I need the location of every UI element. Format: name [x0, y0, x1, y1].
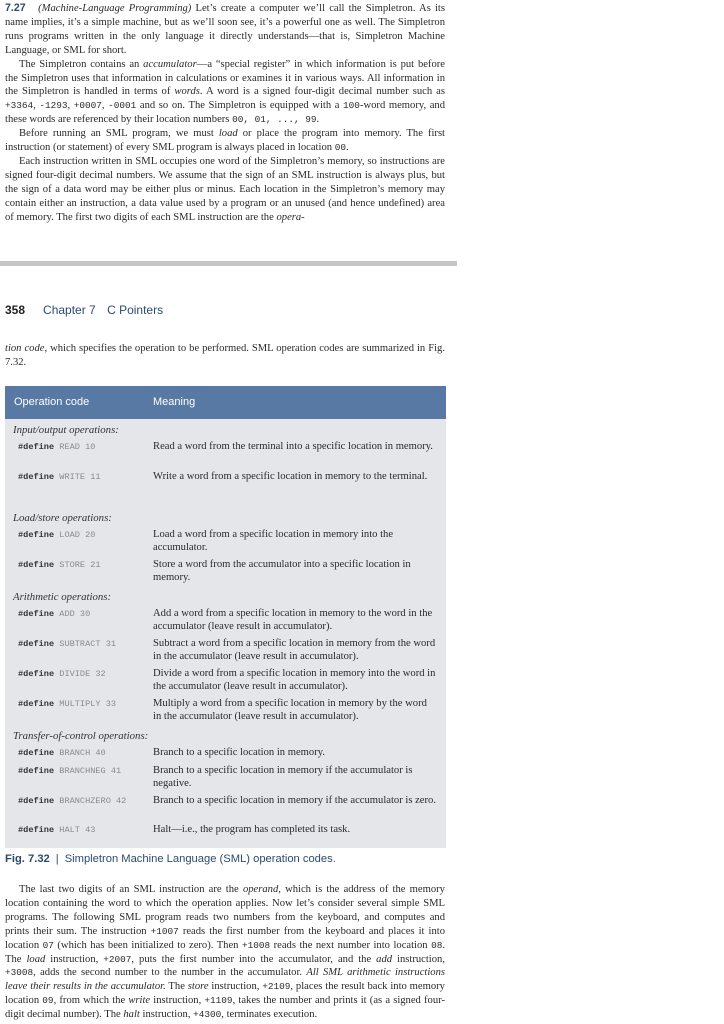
text-run: , terminates execution. [221, 1009, 318, 1021]
text-run: , which is the address of the memory location containing the word to which the operation applies. Now let’s consider several simple SML programs. The following SML program reads two numbers from the keyboard, and computes and prints their sum. The instruction [5, 884, 445, 937]
page-number: 358 [5, 303, 26, 317]
opcode-define [18, 699, 116, 709]
code-inline: -0001 [108, 100, 137, 112]
group-heading-transfer: Transfer-of-control operations: [13, 730, 149, 742]
define-keyword: #define [18, 825, 55, 835]
define-keyword: #define [18, 796, 55, 806]
exercise-paragraph-4 [5, 155, 445, 225]
opcode-meaning: Multiply a word from a specific location in memory by the word in the accumulator (leave result in accumulator). [153, 698, 427, 722]
term-accumulator: accumulator [143, 58, 197, 70]
code-inline: +3008 [5, 967, 34, 979]
define-keyword: #define [18, 560, 55, 570]
text-run: , puts the first number into the accumulator, and the [131, 953, 377, 965]
text-run: The [165, 981, 188, 993]
exercise-number: 7.27 [5, 2, 26, 14]
opcode-meaning: Add a word from a specific location in memory to the word in the accumulator (leave result in accumulator). [153, 608, 433, 632]
table-header [5, 386, 446, 419]
text-run: Before running an SML program, we must [19, 128, 219, 140]
define-keyword: #define [18, 766, 55, 776]
opcode-meaning: Load a word from a specific location in memory into the accumulator. [153, 529, 394, 553]
opcode-define [18, 442, 95, 452]
group-heading-io: Input/output operations: [13, 424, 119, 436]
page-divider [0, 261, 457, 266]
text-run: . [345, 142, 349, 154]
caption-separator: | [55, 853, 59, 865]
opcode-name: STORE 21 [59, 560, 101, 570]
column-header-meaning: Meaning [153, 396, 196, 408]
opcode-name: HALT 43 [59, 825, 96, 835]
code-inline: 08 [431, 939, 443, 951]
term-halt: halt [123, 1009, 140, 1021]
text-run: . [316, 114, 320, 126]
code-inline: +1007 [150, 925, 179, 937]
code-inline: 100 [343, 100, 360, 112]
text-run: The last two digits of an SML instruction are the [19, 884, 243, 895]
opcode-name: READ 10 [59, 442, 96, 452]
define-keyword: #define [18, 748, 55, 758]
continuation-paragraph [5, 342, 445, 370]
define-keyword: #define [18, 530, 55, 540]
code-inline: 00, 01, ..., 99 [232, 114, 317, 126]
define-keyword: #define [18, 472, 55, 482]
text-run: —a “special register” in which information is put before the Simpletron uses that information in calculations or examines it in various ways. All information in the Simpletron is handled in terms of [5, 58, 445, 98]
code-inline: +2007 [103, 953, 132, 965]
opcode-name: DIVIDE 32 [59, 669, 106, 679]
term-load: load [26, 953, 46, 965]
opcode-name: BRANCHNEG 41 [59, 766, 122, 776]
paragraph [5, 883, 445, 1022]
define-keyword: #define [18, 639, 55, 649]
group-heading-arithmetic: Arithmetic operations: [13, 591, 112, 603]
code-inline: 09 [42, 995, 54, 1007]
opcode-name: LOAD 20 [59, 530, 96, 540]
page-header [5, 303, 455, 317]
text-run: reads the first number from the keyboard and places it into location [5, 925, 446, 951]
opcode-define [18, 748, 106, 758]
opcode-meaning: Branch to a specific location in memory if the accumulator is zero. [153, 795, 436, 806]
text-run: , takes the number and prints it (as a signed four-digit decimal number). The [5, 995, 445, 1021]
caption-text: Simpletron Machine Language (SML) operation codes. [64, 853, 336, 865]
opcode-meaning: Halt—i.e., the program has completed its task. [153, 824, 351, 835]
opcode-name: WRITE 11 [59, 472, 101, 482]
opcode-meaning: Subtract a word from a specific location in memory from the word in the accumulator (leave result in accumulator). [153, 638, 436, 662]
term-operation: opera- [276, 211, 305, 223]
text-run: (which has been initialized to zero). Then [53, 939, 242, 951]
term-store: store [187, 981, 209, 993]
bottom-paragraph [5, 883, 445, 1022]
opcode-define [18, 639, 116, 649]
opcode-define [18, 825, 95, 835]
text-run: and so on. The Simpletron is equipped with a [136, 100, 344, 112]
opcode-meaning: Read a word from the terminal into a specific location in memory. [153, 441, 433, 452]
column-header-operation-code: Operation code [14, 396, 90, 408]
opcode-meaning: Branch to a specific location in memory if the accumulator is negative. [153, 765, 413, 789]
text-run: -word memory, and these words are referenced by their location numbers [5, 100, 445, 126]
exercise-title: (Machine-Language Programming) [38, 3, 192, 14]
opcode-define [18, 766, 121, 776]
opcode-name: MULTIPLY 33 [59, 699, 117, 709]
exercise-paragraph-3 [5, 127, 445, 155]
opcode-define [18, 796, 126, 806]
code-inline: 00 [334, 142, 346, 154]
opcode-meaning: Divide a word from a specific location in memory into the word in the accumulator (leave result in accumulator). [153, 668, 436, 692]
define-keyword: #define [18, 442, 55, 452]
exercise-text [5, 2, 445, 225]
term-load: load [218, 128, 238, 140]
opcode-define [18, 560, 101, 570]
code-inline: +4300 [193, 1009, 222, 1021]
text-run: instruction, [208, 981, 263, 993]
code-inline: +3364 [5, 100, 34, 112]
text-run: , from which the [53, 995, 129, 1007]
opcode-name: ADD 30 [59, 609, 91, 619]
text-run: instruction, [392, 953, 445, 965]
text-run: Each instruction written in SML occupies one word of the Simpletron’s memory, so instructions are signed four-digit decimal numbers. We assume that the sign of an SML instruction is always plus, but the sign of a data word may be either plus or minus. Each location in the Simpletron’s memory may contain either an instruction, a data value used by a program or an unused (and hence undefined) area of memory. The first two digits of each SML instruction are the [5, 155, 445, 223]
code-inline: +1109 [204, 995, 233, 1007]
figure-label: Fig. 7.32 [5, 853, 50, 865]
opcode-meaning: Store a word from the accumulator into a specific location in memory. [153, 559, 411, 583]
exercise-paragraph-2: The Simpletron contains an accumulator—a “special register” in which information is put before the Simpletron uses that information in calculations or examines it in various ways. All information in the Simpletron is handled in terms of words. A word is a signed four-digit decimal number such as +3364, -1293, +0007, -0001 and so on. The Simpletron is equipped with a 100-word memory, and these words are referenced by their location numbers 00, 01, ..., 99. [5, 58, 445, 126]
code-inline: +0007 [73, 100, 102, 112]
opcode-name: SUBTRACT 31 [59, 639, 117, 649]
code-inline: +1008 [241, 939, 271, 951]
text-run: instruction, [150, 995, 205, 1007]
opcode-name: BRANCHZERO 42 [59, 796, 127, 806]
text-run: . The [5, 939, 445, 965]
text-run: , which specifies the operation to be performed. SML operation codes are summarized in Fig. 7.32. [5, 343, 445, 368]
opcode-define [18, 669, 106, 679]
opcode-meaning: Branch to a specific location in memory. [153, 747, 325, 758]
text-run: instruction, [139, 1009, 194, 1021]
define-keyword: #define [18, 699, 55, 709]
chapter-title: C Pointers [107, 303, 164, 317]
figure-caption [5, 853, 336, 865]
opcode-define [18, 609, 90, 619]
term-operand: operand [242, 884, 279, 895]
define-keyword: #define [18, 609, 55, 619]
exercise-paragraph-1 [5, 2, 445, 58]
term-write: write [128, 995, 151, 1007]
group-heading-load-store: Load/store operations: [13, 512, 112, 524]
text-run: , adds the second number to the number in the accumulator. [33, 967, 307, 979]
text-run: reads the next number into location [270, 939, 432, 951]
opcode-table [5, 386, 446, 848]
opcode-meaning: Write a word from a specific location in memory to the terminal. [153, 471, 428, 482]
text-run: . A word is a signed four-digit decimal number such as [199, 86, 445, 98]
opcode-define [18, 472, 101, 482]
opcode-define [18, 530, 95, 540]
code-inline: +2109 [262, 981, 291, 993]
emphasis: All SML arithmetic instructions leave their results in the accumulator. [5, 967, 446, 993]
code-inline: -1293 [39, 100, 68, 112]
text-run: or place the program into memory. The first instruction (or statement) of every SML program is always placed in location [5, 128, 446, 154]
chapter-label: Chapter 7 [43, 303, 96, 317]
code-inline: 07 [42, 939, 54, 951]
text-run: instruction, [45, 953, 104, 965]
opcode-name: BRANCH 40 [59, 748, 106, 758]
term-words: words [174, 86, 200, 98]
text-run: , places the result back into memory location [5, 981, 445, 1007]
text-run: The Simpletron contains an [19, 58, 144, 70]
term-operation-code: tion code [5, 343, 45, 354]
term-add: add [376, 953, 393, 965]
define-keyword: #define [18, 669, 55, 679]
paragraph-text: Let’s create a computer we’ll call the Simpletron. As its name implies, it’s a simple machine, but as we’ll soon see, it’s a powerful one as well. The Simpletron runs programs written in the only language it directly understands—that is, Simpletron Machine Language, or SML for short. [5, 3, 445, 56]
